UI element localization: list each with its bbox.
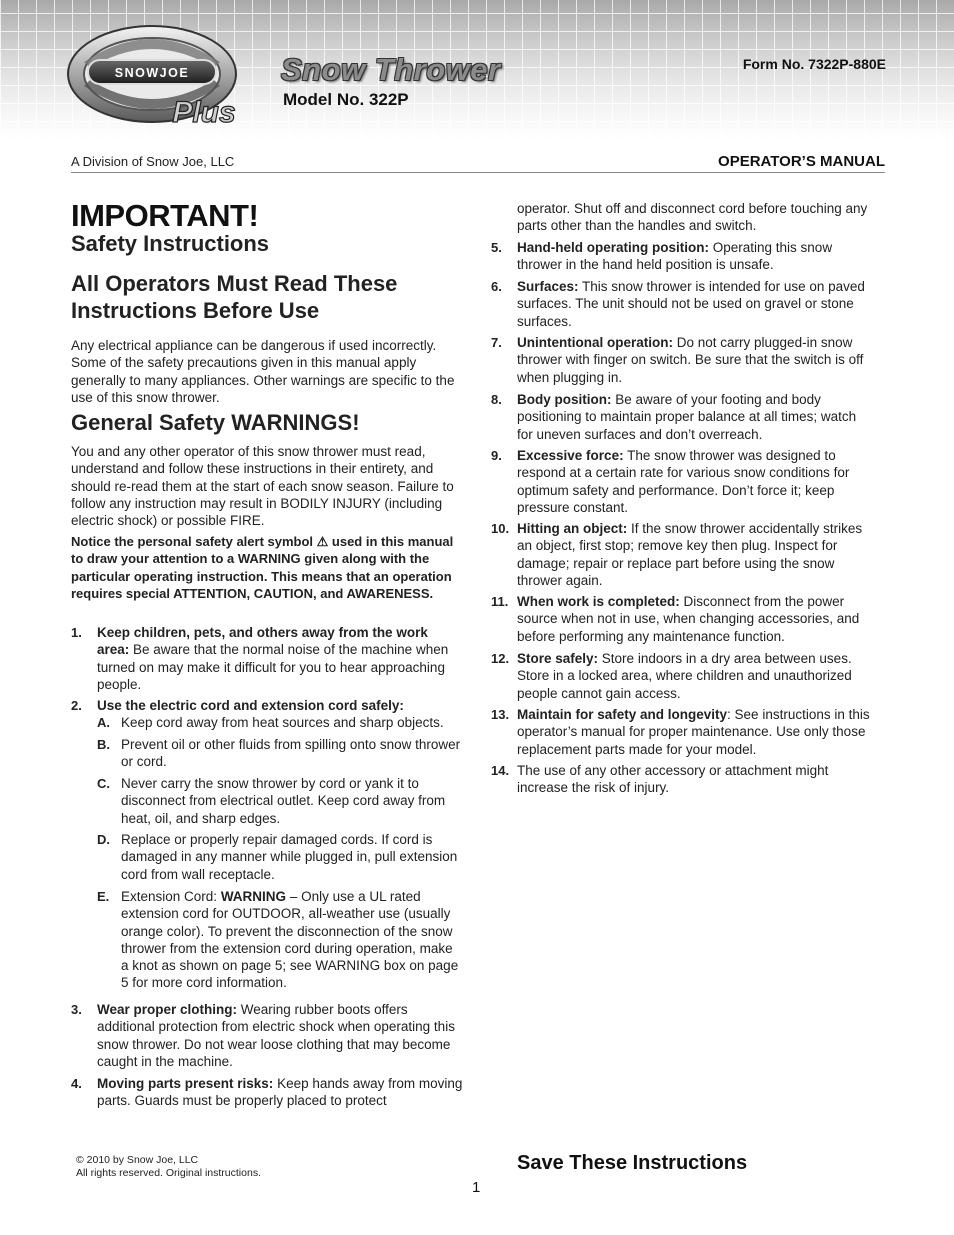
item-text: If the snow thrower accidentally strikes an object, first stop; remove key then plug. Inspect for damage; repair or replace part before using the snow thrower again. [517,521,863,588]
item-lead: Use the electric cord and extension cord safely: [97,698,404,713]
list-item [491,239,871,274]
form-number: Form No. 7322P-880E [742,56,886,72]
list-item [491,334,871,386]
sub-item-warning: WARNING [220,889,287,904]
item-number: 5. [491,240,502,255]
sub-item-text: Keep cord away from heat sources and sharp objects. [121,715,444,730]
item-text: This snow thrower is intended for use on paved surfaces. The unit should not be used on gravel or stone surfaces. [517,279,865,329]
sub-item-text: Replace or properly repair damaged cords. If cord is damaged in any manner while plugged in, pull extension cord from wall receptacle. [121,832,458,882]
item-number: 8. [491,392,502,407]
model-number: Model No. 322P [283,90,409,109]
list-item [491,278,871,330]
item-text: : See instructions in this operator’s manual for proper maintenance. Use only those replacement parts made for your model. [517,707,870,757]
item-number: 9. [491,448,502,463]
item-lead: Maintain for safety and longevity [517,707,728,722]
list-item [491,520,871,589]
item-number: 2. [71,698,82,713]
item-text: Do not carry plugged-in snow thrower with finger on switch. Be sure that the switch is off when plugging in. [517,335,864,385]
list-item [71,1075,463,1110]
logo-wordmark: SNOWJOE [114,66,190,80]
item-text: Disconnect from the power source when not in use, when changing accessories, and before performing any maintenance function. [517,594,860,644]
item-lead: Hitting an object: [517,521,628,536]
item-number: 1. [71,625,82,640]
list-item [491,391,871,443]
general-warnings-paragraph: You and any other operator of this snow thrower must read, understand and follow these instructions in their entirety, and should re-read them at the start of each snow season. Failure to follow any instruction may result in BODILY INJURY (including electric shock) or possible FIRE. [71,444,454,529]
division-text: A Division of Snow Joe, LLC [71,154,235,169]
copyright [76,1154,261,1180]
item-lead: Hand-held operating position: [517,240,709,255]
item-number: 13. [491,707,510,722]
sub-list-item [97,888,463,992]
sub-list-item [97,831,463,883]
copyright-line: All rights reserved. Original instructions. [76,1167,261,1179]
list-item [491,762,871,797]
item-number: 14. [491,763,510,778]
product-title: Snow Thrower [281,52,501,87]
list-item [71,697,463,714]
sub-item-letter: C. [97,776,110,791]
item-number: 7. [491,335,502,350]
logo-plus: Plus [172,96,236,129]
item-lead: Excessive force: [517,448,624,463]
item-number: 11. [491,594,509,609]
sub-item-text: Prevent oil or other fluids from spilling onto snow thrower or cord. [121,737,461,770]
item-lead: Keep children, pets, and others away from the work area: [97,625,428,658]
sub-item-letter: E. [97,889,110,904]
manual-label: OPERATOR’S MANUAL [718,153,885,170]
important-heading: IMPORTANT! [71,198,259,233]
safety-instructions-heading: Safety Instructions [71,231,270,256]
list-item [491,447,871,516]
item-text: Operating this snow thrower in the hand held position is unsafe. [517,240,833,273]
sub-list-item [97,775,463,827]
item-lead: Wear proper clothing: [97,1002,238,1017]
sub-item-letter: A. [97,715,110,730]
page-number: 1 [472,1179,481,1196]
all-operators-heading: All Operators Must Read These Instructions Before Use [71,271,398,323]
item-number: 4. [71,1076,82,1091]
list-item [491,706,871,758]
sub-list-item [97,714,463,731]
item-number: 3. [71,1002,82,1017]
item-lead: Surfaces: [517,279,579,294]
item-lead: When work is completed: [517,594,680,609]
item-number: 10. [491,521,510,536]
safety-alert-notice: Notice the personal safety alert symbol ⚠ used in this manual to draw your attention to a WARNING given along with the particular operating instruction. This means that an operation requires special ATTENTION, CAUTION, and AWARENESS. [71,534,454,601]
item-text: Be aware that the normal noise of the machine when turned on may make it difficult for you to hear approaching people. [97,642,449,692]
item-number: 6. [491,279,502,294]
item-lead: Body position: [517,392,612,407]
list-item [71,624,463,693]
sub-item-letter: B. [97,737,110,752]
copyright-line: © 2010 by Snow Joe, LLC [76,1154,199,1166]
item-lead: Moving parts present risks: [97,1076,274,1091]
item-text: The use of any other accessory or attachment might increase the risk of injury. [517,763,829,796]
list-item [491,593,871,645]
item-lead: Unintentional operation: [517,335,673,350]
item-text: The snow thrower was designed to respond at a certain rate for various snow conditions for optimum safety and performance. Don’t force it; keep pressure constant. [517,448,850,515]
sub-item-letter: D. [97,832,110,847]
continued-text: operator. Shut off and disconnect cord before touching any parts other than the handles and switch. [517,201,868,234]
header-divider [71,172,885,173]
sub-list-item [97,736,463,771]
sub-item-text: Never carry the snow thrower by cord or yank it to disconnect from electrical outlet. Keep cord away from heat, oil, and sharp edges. [121,776,446,826]
snowjoe-plus-logo [64,22,264,140]
list-item [491,650,871,702]
item-number: 12. [491,651,510,666]
item-lead: Store safely: [517,651,599,666]
item-text: Store indoors in a dry area between uses. Store in a locked area, where children and unauthorized people cannot gain access. [517,651,852,701]
intro-paragraph: Any electrical appliance can be dangerous if used incorrectly. Some of the safety precautions given in this manual apply generally to many appliances. Other warnings are specific to the use of this snow thrower. [71,338,455,405]
sub-item-prefix: Extension Cord: [121,889,221,904]
item-text: Wearing rubber boots offers additional protection from electric shock when operating this snow thrower. Do not wear loose clothing that may become caught in the machine. [97,1002,455,1069]
item-text: Be aware of your footing and body positioning to maintain proper balance at all times; watch for uneven surfaces and don’t overreach. [517,392,857,442]
sub-item-text: – Only use a UL rated extension cord for OUTDOOR, all-weather use (usually orange color). To prevent the disconnection of the snow thrower from the extension cord during operation, make a knot as shown on page 5; see WARNING box on page 5 for more cord information. [121,889,459,991]
list-item [71,1001,463,1070]
general-warnings-heading: General Safety WARNINGS! [71,410,360,435]
save-instructions-heading: Save These Instructions [517,1152,748,1174]
item-text: Keep hands away from moving parts. Guards must be properly placed to protect [97,1076,463,1109]
